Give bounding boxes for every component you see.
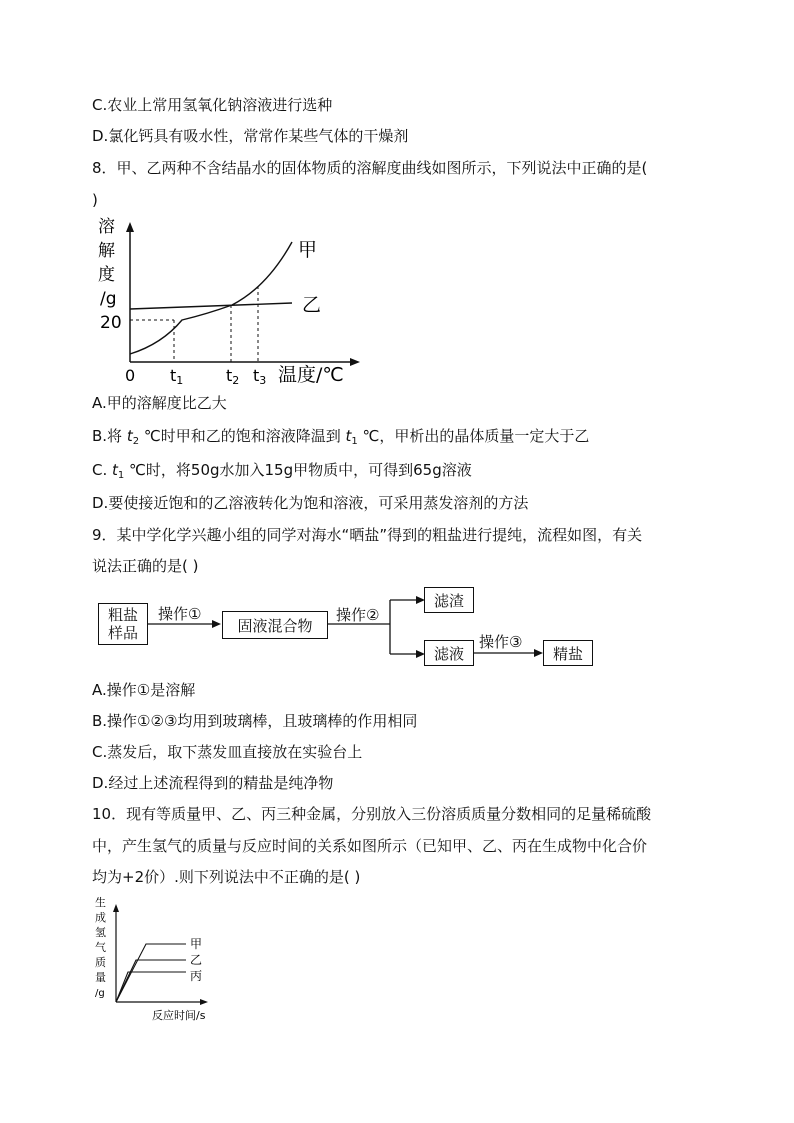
line-bing: [116, 972, 186, 1002]
y-label-char: 气: [95, 941, 106, 954]
series-label-bing: 丙: [190, 969, 203, 983]
x-tick-t2: t2: [226, 366, 240, 387]
y-label-char: 氢: [95, 926, 106, 939]
option-c-agriculture: C.农业上常用氢氧化钠溶液进行选种: [92, 96, 333, 114]
series-label-jia: 甲: [190, 937, 203, 951]
hydrogen-mass-chart: [94, 892, 214, 1024]
question-8-option-a: A.甲的溶解度比乙大: [92, 394, 227, 412]
filtrate-box: 滤液: [424, 640, 474, 666]
y-label-unit: /g: [100, 289, 117, 309]
question-8-option-d: D.要使接近饱和的乙溶液转化为饱和溶液，可采用蒸发溶剂的方法: [92, 494, 529, 512]
question-10-stem: 10．现有等质量甲、乙、丙三种金属，分别放入三份溶质质量分数相同的足量稀硫酸: [92, 805, 652, 823]
crude-salt-sample-box: [98, 603, 148, 645]
op2-label: 操作②: [336, 606, 380, 624]
question-9-stem-cont: 说法正确的是( ): [92, 557, 199, 575]
question-9-stem: 9．某中学化学兴趣小组的同学对海水“晒盐”得到的粗盐进行提纯，流程如图，有关: [92, 526, 643, 544]
y-label-char: 质: [95, 956, 106, 969]
op1-label: 操作①: [158, 605, 202, 623]
x-axis-label: 温度/℃: [278, 364, 344, 386]
line-yi: [116, 960, 186, 1002]
question-9-option-c: C.蒸发后，取下蒸发皿直接放在实验台上: [92, 743, 363, 761]
option-d-calcium-chloride: D.氯化钙具有吸水性，常常作某些气体的干燥剂: [92, 127, 409, 145]
question-9-option-a: A.操作①是溶解: [92, 681, 196, 699]
solubility-curve-chart: [92, 212, 372, 387]
y-label-char: 量: [95, 971, 106, 984]
x-tick-t3: t3: [253, 366, 267, 387]
y-label-char: 成: [95, 911, 106, 924]
y-label-char: 解: [98, 241, 115, 261]
line-jia: [116, 944, 186, 1002]
series-label-yi: 乙: [190, 953, 203, 967]
question-9-option-b: B.操作①②③均用到玻璃棒，且玻璃棒的作用相同: [92, 712, 418, 730]
sample-line-1: 粗盐: [107, 606, 138, 624]
op3-label: 操作③: [479, 633, 523, 651]
refined-salt-box: 精盐: [543, 640, 593, 666]
y-axis-arrow: [126, 222, 134, 232]
y-label-char: 生: [95, 896, 106, 909]
y-label-char: 溶: [98, 217, 115, 237]
y-label-char: 度: [98, 265, 115, 285]
question-8-option-c: C. $t_1$ ℃时，将50g水加入15g甲物质中，可得到65g溶液: [92, 461, 472, 481]
origin-label: 0: [125, 366, 136, 385]
question-10-stem-end: 均为+2价）.则下列说法中不正确的是( ): [92, 868, 361, 886]
series-label-yi: 乙: [302, 294, 322, 316]
question-8-stem-close: ): [92, 191, 98, 209]
mixture-box: 固液混合物: [222, 611, 328, 639]
y-axis-arrow: [113, 904, 119, 912]
question-10-stem-cont: 中，产生氢气的质量与反应时间的关系如图所示（已知甲、乙、丙在生成物中化合价: [92, 837, 648, 855]
question-8-stem: 8．甲、乙两种不含结晶水的固体物质的溶解度曲线如图所示，下列说法中正确的是(: [92, 159, 648, 177]
curve-yi: [130, 303, 292, 309]
x-tick-t1: t1: [170, 366, 184, 387]
x-axis-arrow: [200, 999, 208, 1005]
residue-box: 滤渣: [424, 587, 474, 613]
y-tick-20: 20: [100, 313, 122, 333]
x-axis-arrow: [350, 358, 360, 366]
question-9-option-d: D.经过上述流程得到的精盐是纯净物: [92, 774, 334, 792]
x-axis-label: 反应时间/s: [152, 1009, 206, 1022]
sample-line-2: 样品: [107, 624, 138, 642]
question-8-option-b: B.将 $t_2$ ℃时甲和乙的饱和溶液降温到 $t_1$ ℃，甲析出的晶体质量一定大于乙: [92, 427, 590, 447]
y-label-unit: /g: [95, 988, 105, 999]
series-label-jia: 甲: [298, 239, 318, 261]
arrow-op2-split: [328, 590, 426, 662]
curve-jia: [130, 242, 292, 354]
